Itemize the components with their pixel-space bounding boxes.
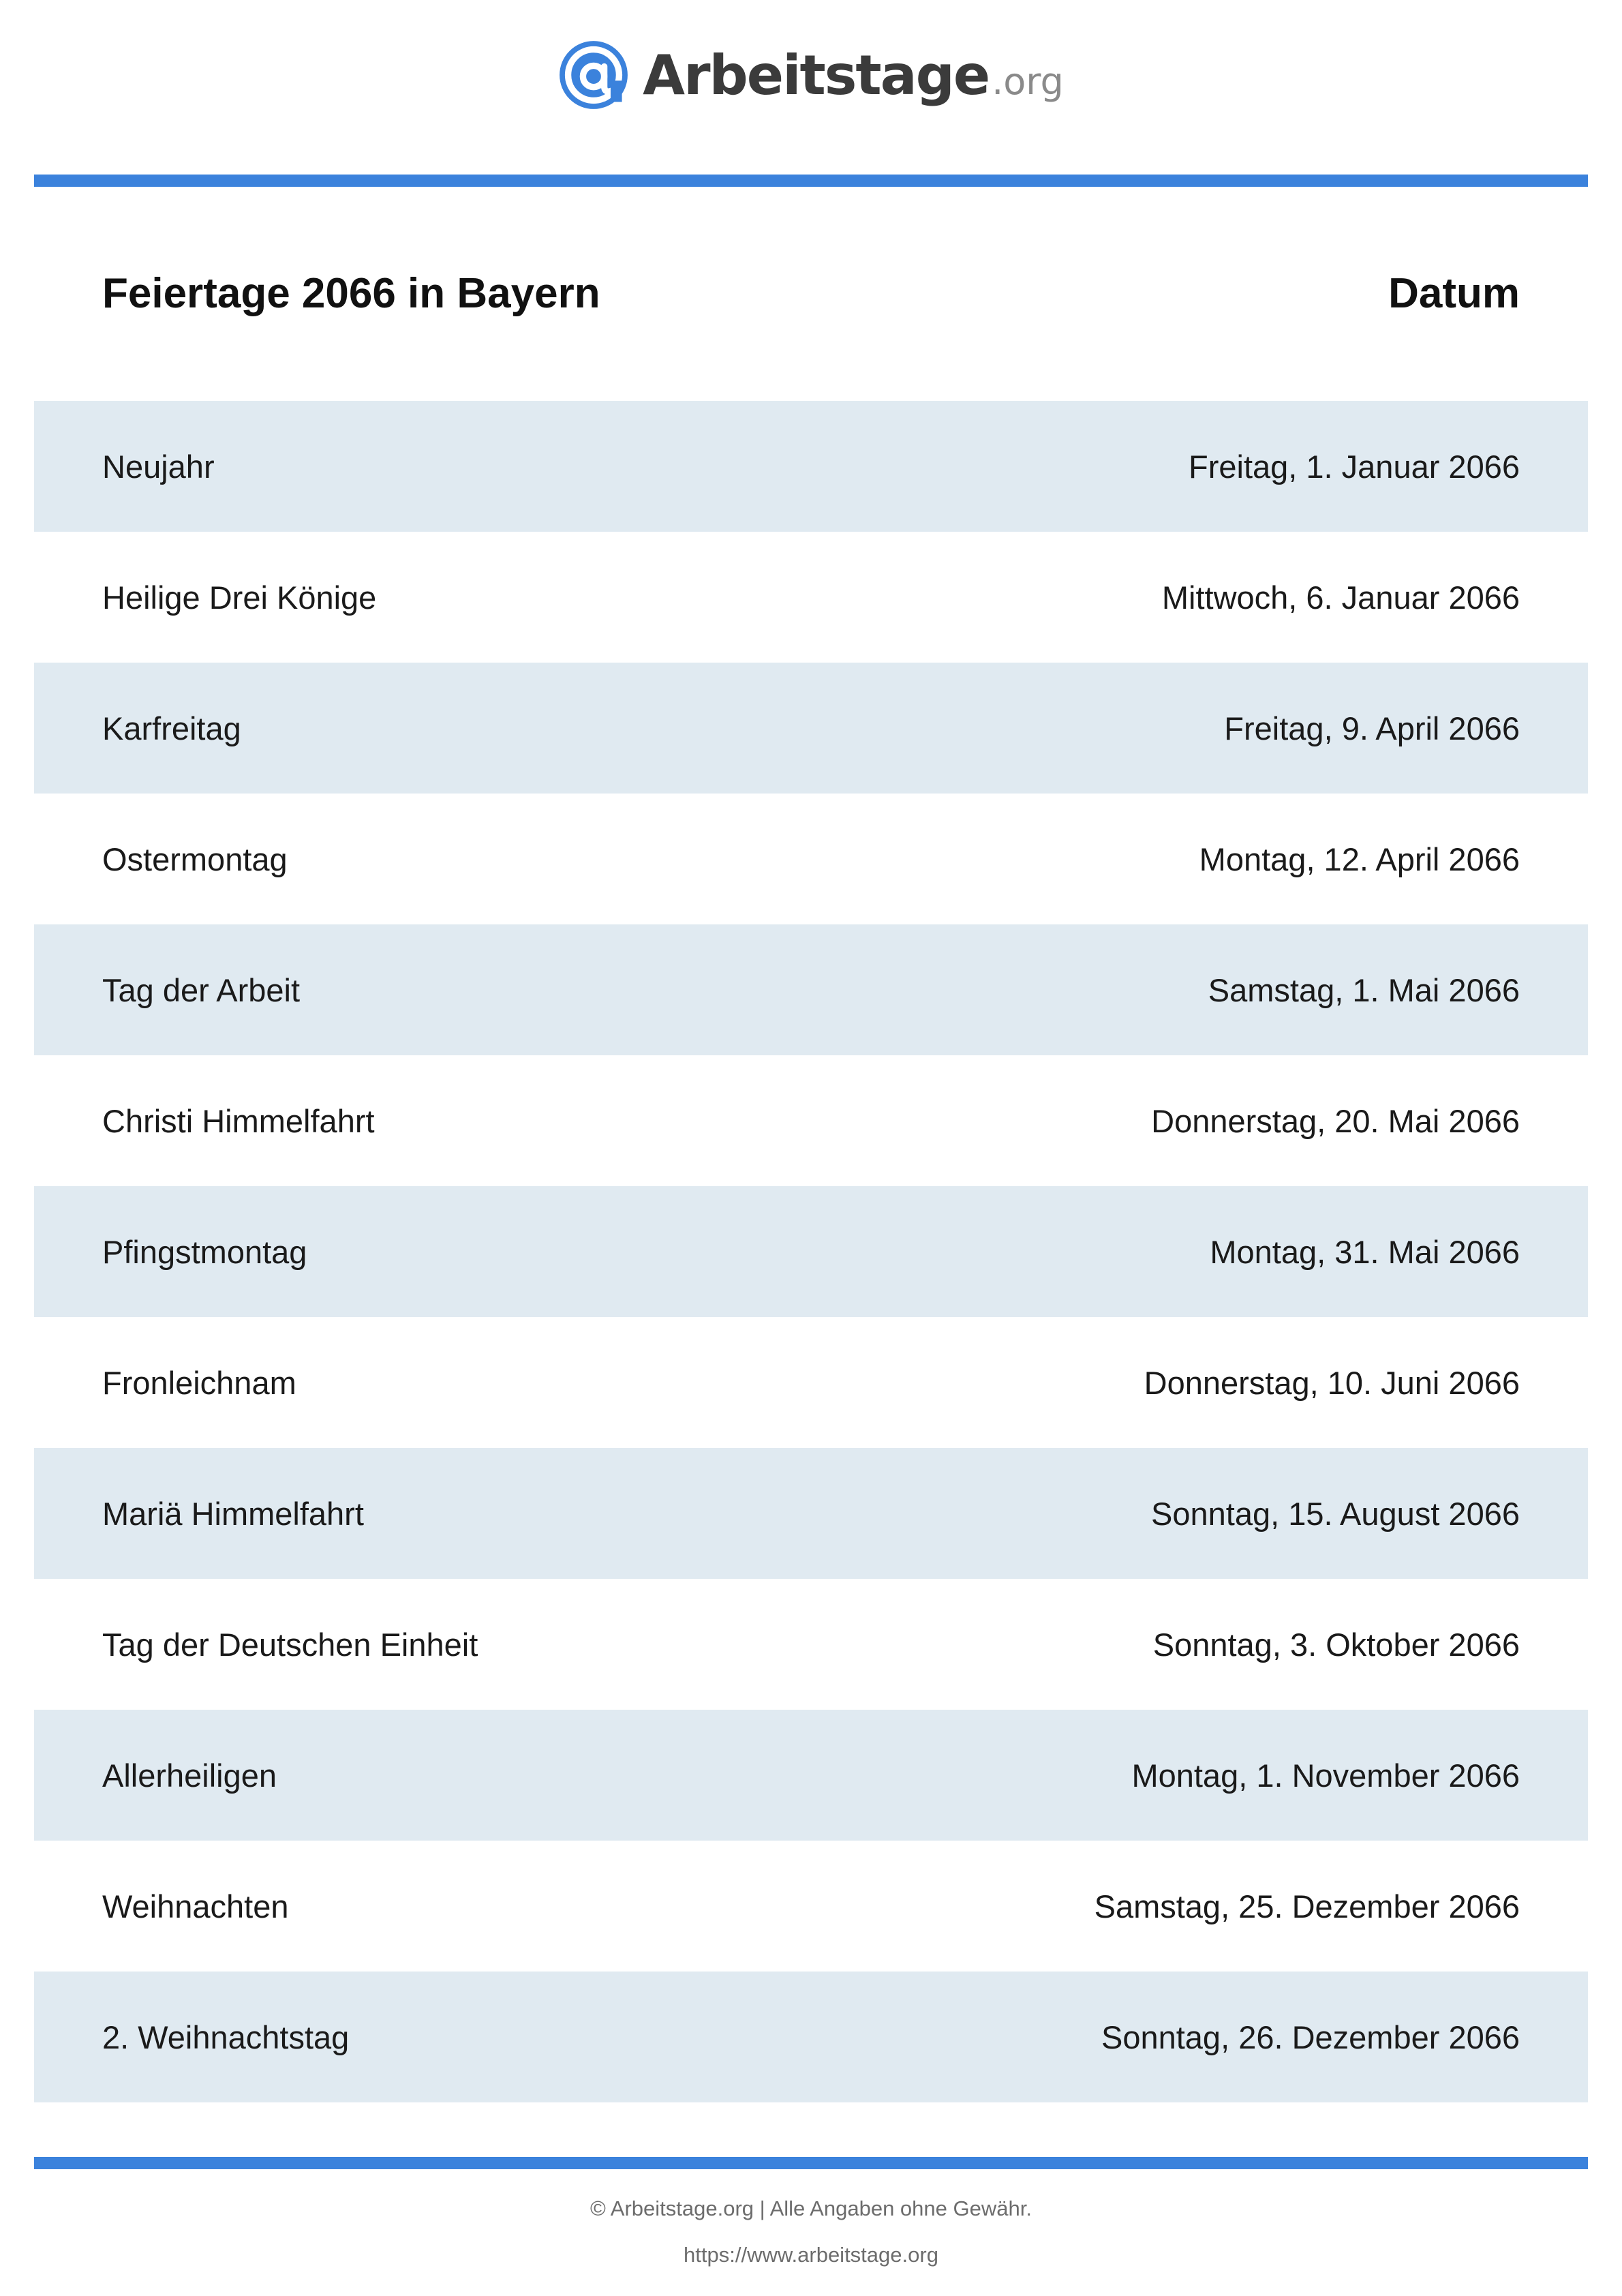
holiday-date: Donnerstag, 20. Mai 2066 xyxy=(1151,1102,1520,1139)
holiday-date: Montag, 31. Mai 2066 xyxy=(1210,1233,1520,1270)
holiday-date: Samstag, 1. Mai 2066 xyxy=(1208,971,1520,1008)
holiday-table xyxy=(34,401,1588,2102)
holiday-date: Mittwoch, 6. Januar 2066 xyxy=(1161,579,1520,616)
holiday-name: Weihnachten xyxy=(102,1888,289,1924)
holiday-name: Pfingstmontag xyxy=(102,1233,307,1270)
footer-copyright: © Arbeitstage.org | Alle Angaben ohne Gewähr. xyxy=(590,2196,1032,2220)
holiday-date: Donnerstag, 10. Juni 2066 xyxy=(1144,1364,1520,1401)
holiday-name: Mariä Himmelfahrt xyxy=(102,1495,364,1532)
table-row xyxy=(34,1317,1588,1448)
at-sign-logo-icon xyxy=(558,40,629,110)
holiday-date: Sonntag, 3. Oktober 2066 xyxy=(1152,1626,1520,1663)
holiday-date: Samstag, 25. Dezember 2066 xyxy=(1094,1888,1520,1924)
table-title: Feiertage 2066 in Bayern xyxy=(102,269,600,317)
holiday-date: Freitag, 1. Januar 2066 xyxy=(1189,448,1520,485)
holiday-date: Sonntag, 26. Dezember 2066 xyxy=(1101,2019,1520,2055)
holiday-date: Freitag, 9. April 2066 xyxy=(1224,710,1520,746)
holiday-name: Fronleichnam xyxy=(102,1364,296,1401)
table-row xyxy=(34,1710,1588,1841)
table-row xyxy=(34,1055,1588,1186)
brand-tld: .org xyxy=(992,59,1064,103)
holiday-name: Neujahr xyxy=(102,448,215,485)
date-column-header: Datum xyxy=(1388,269,1520,317)
table-header xyxy=(34,245,1588,341)
header xyxy=(0,0,1622,143)
holiday-name: Karfreitag xyxy=(102,710,241,746)
holiday-date: Montag, 12. April 2066 xyxy=(1199,841,1520,877)
table-row xyxy=(34,1972,1588,2102)
table-row xyxy=(34,924,1588,1055)
holiday-name: Ostermontag xyxy=(102,841,288,877)
table-row xyxy=(34,794,1588,924)
brand-wordmark xyxy=(643,44,1064,107)
brand-logo[interactable] xyxy=(558,40,1064,110)
brand-name: Arbeitstage xyxy=(643,43,990,107)
holiday-date: Sonntag, 15. August 2066 xyxy=(1151,1495,1520,1532)
footer-url-link[interactable]: https://www.arbeitstage.org xyxy=(684,2243,938,2267)
table-row xyxy=(34,1186,1588,1317)
bottom-divider xyxy=(34,2157,1588,2169)
table-row xyxy=(34,1841,1588,1972)
holiday-name: Tag der Arbeit xyxy=(102,971,301,1008)
holiday-name: Heilige Drei Könige xyxy=(102,579,377,616)
holiday-date: Montag, 1. November 2066 xyxy=(1131,1757,1520,1794)
holiday-name: 2. Weihnachtstag xyxy=(102,2019,350,2055)
holiday-name: Allerheiligen xyxy=(102,1757,277,1794)
table-row xyxy=(34,663,1588,794)
table-row xyxy=(34,1448,1588,1579)
holiday-name: Tag der Deutschen Einheit xyxy=(102,1626,478,1663)
holiday-name: Christi Himmelfahrt xyxy=(102,1102,375,1139)
table-row xyxy=(34,1579,1588,1710)
table-row xyxy=(34,401,1588,532)
top-divider xyxy=(34,175,1588,187)
table-row xyxy=(34,532,1588,663)
